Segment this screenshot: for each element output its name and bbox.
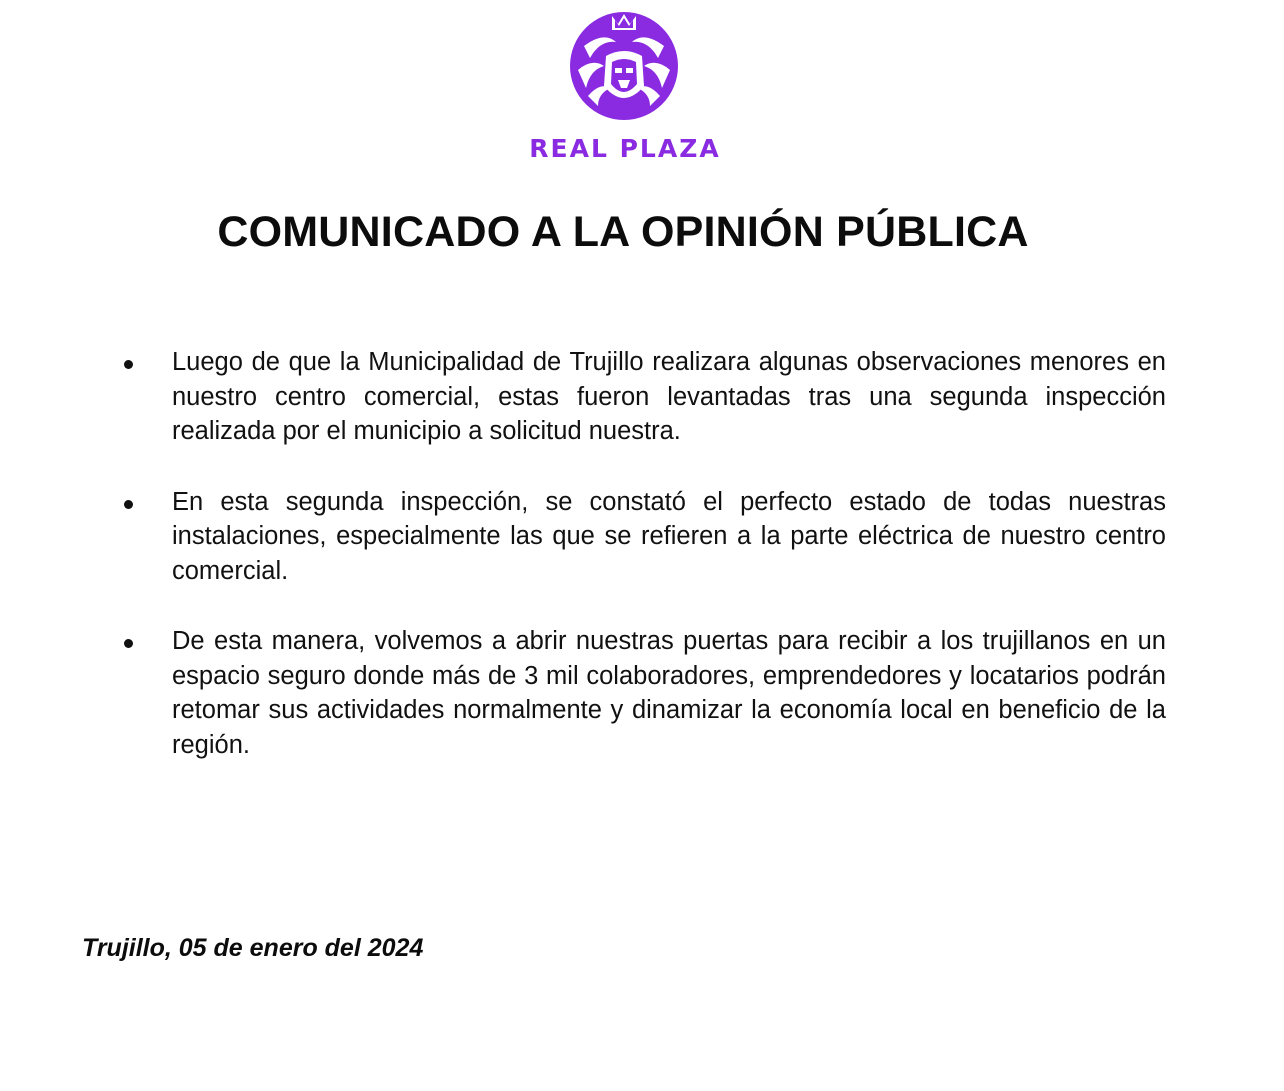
bullet-icon — [124, 639, 133, 648]
list-item-text: Luego de que la Municipalidad de Trujillo realizara algunas observaciones menores en nuestro centro comercial, estas fueron levantadas tras una segunda inspección realizada por el municipio a solicitud nuestra. — [172, 348, 1166, 445]
list-item-text: De esta manera, volvemos a abrir nuestras puertas para recibir a los trujillanos en un espacio seguro donde más de 3 mil colaboradores, emprendedores y locatarios podrán retomar sus actividades normalmente y dinamizar la economía local en beneficio de la región. — [172, 627, 1166, 759]
place-and-date: Trujillo, 05 de enero del 2024 — [82, 934, 424, 962]
list-item — [0, 624, 1284, 762]
statement-points-list — [0, 345, 1284, 798]
list-item — [0, 485, 1284, 589]
list-item-text: En esta segunda inspección, se constató el perfecto estado de todas nuestras instalaciones, especialmente las que se refieren a la parte eléctrica de nuestro centro comercial. — [172, 487, 1166, 585]
bullet-icon — [124, 360, 133, 369]
list-item — [0, 345, 1284, 449]
brand-name: REAL PLAZA — [529, 134, 721, 163]
brand-header — [0, 6, 1284, 166]
real-plaza-lion-logo-icon — [564, 6, 684, 124]
page-title: COMUNICADO A LA OPINIÓN PÚBLICA — [217, 208, 1029, 256]
bullet-icon — [124, 500, 133, 509]
